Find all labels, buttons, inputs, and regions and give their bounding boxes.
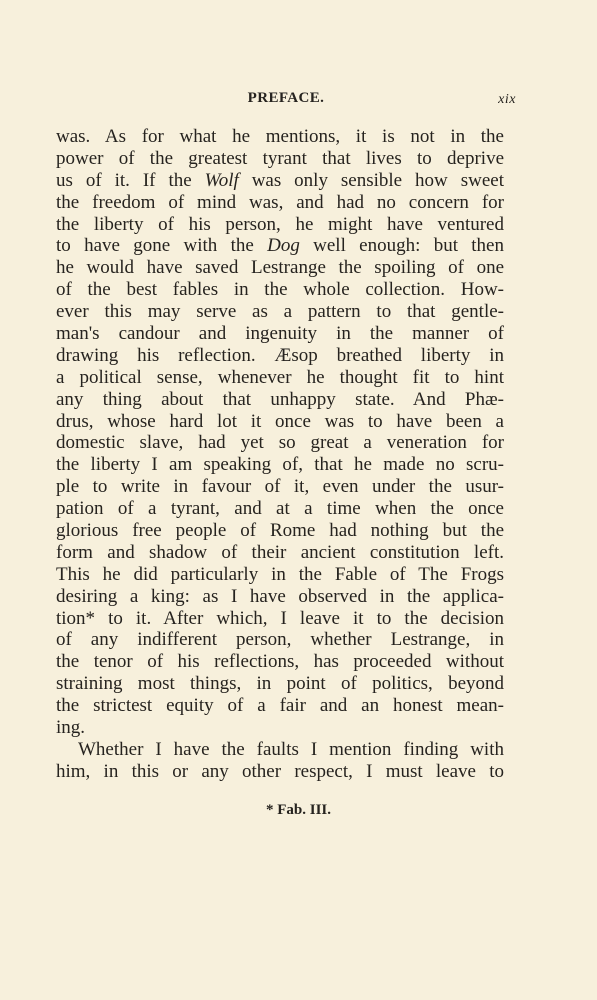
text-line <box>56 586 504 608</box>
text-segment: any thing about that unhappy state. And Phæ- <box>56 388 504 410</box>
text-line <box>56 629 504 651</box>
text-line <box>56 739 504 761</box>
text-segment: glorious free people of Rome had nothing but the <box>56 520 504 542</box>
text-segment: was. As for what he mentions, it is not in the <box>56 126 504 147</box>
text-line <box>56 257 504 279</box>
text-segment: him, in this or any other respect, I must leave to <box>56 760 504 782</box>
footnote: * Fab. III. <box>265 802 332 818</box>
text-line <box>56 651 504 673</box>
text-segment: to have gone with the <box>56 235 268 257</box>
text-segment: of the best fables in the whole collection. How- <box>56 279 504 301</box>
text-segment: the freedom of mind was, and had no concern for <box>56 191 504 213</box>
text-line <box>56 454 504 476</box>
text-segment: well enough: but then <box>299 235 504 257</box>
text-line <box>56 345 504 367</box>
text-segment: of any indifferent person, whether Lestrange, in <box>56 629 504 651</box>
text-line <box>56 761 504 783</box>
text-segment: the strictest equity of a fair and an honest mean- <box>56 695 504 717</box>
text-segment: ing. <box>56 717 86 739</box>
text-line <box>56 323 504 345</box>
text-line <box>56 717 504 739</box>
text-segment: man's candour and ingenuity in the manner of <box>56 323 504 345</box>
text-line <box>56 235 504 257</box>
text-segment: was only sensible how sweet <box>238 169 504 191</box>
text-segment: domestic slave, had yet so great a veneration for <box>56 432 504 454</box>
text-line <box>56 520 504 542</box>
text-line <box>56 192 504 214</box>
text-segment: This he did particularly in the Fable of The Frogs <box>56 563 504 585</box>
text-line <box>56 170 504 192</box>
text-segment: the liberty I am speaking of, that he made no scru- <box>56 454 504 476</box>
text-line <box>56 411 504 433</box>
italic-text-segment: Wolf <box>204 169 239 191</box>
text-line <box>56 695 504 717</box>
text-line <box>56 673 504 695</box>
text-line <box>56 564 504 586</box>
text-segment: desiring a king: as I have observed in the applica- <box>56 585 504 607</box>
text-line <box>56 214 504 236</box>
running-head <box>56 90 516 114</box>
text-segment: a political sense, whenever he thought fit to hint <box>56 366 504 388</box>
text-segment: power of the greatest tyrant that lives to deprive <box>56 147 504 169</box>
text-line <box>56 367 504 389</box>
text-line <box>56 148 504 170</box>
body-text <box>56 126 504 783</box>
text-line <box>56 126 504 148</box>
text-segment: ple to write in favour of it, even under the usur- <box>56 476 504 498</box>
text-line <box>56 542 504 564</box>
text-segment: pation of a tyrant, and at a time when the once <box>56 498 504 520</box>
page-number: xix <box>498 92 516 107</box>
text-line <box>56 476 504 498</box>
text-segment: drawing his reflection. Æsop breathed liberty in <box>56 344 504 366</box>
text-segment: he would have saved Lestrange the spoiling of one <box>56 257 504 279</box>
text-segment: drus, whose hard lot it once was to have been a <box>56 410 504 432</box>
text-line <box>56 279 504 301</box>
text-segment: tion* to it. After which, I leave it to the decision <box>56 607 504 629</box>
running-title: PREFACE. <box>247 90 325 106</box>
text-segment: form and shadow of their ancient constitution left. <box>56 541 504 563</box>
text-line <box>56 301 504 323</box>
text-segment: the liberty of his person, he might have ventured <box>56 213 504 235</box>
text-segment: Whether I have the faults I mention finding with <box>78 738 504 760</box>
text-line <box>56 389 504 411</box>
text-segment: us of it. If the <box>56 169 205 191</box>
text-segment: straining most things, in point of politics, beyond <box>56 673 504 695</box>
text-line <box>56 608 504 630</box>
text-line <box>56 498 504 520</box>
italic-text-segment: Dog <box>267 235 300 257</box>
text-line <box>56 432 504 454</box>
text-segment: the tenor of his reflections, has proceeded without <box>56 651 504 673</box>
text-segment: ever this may serve as a pattern to that gentle- <box>56 301 504 323</box>
